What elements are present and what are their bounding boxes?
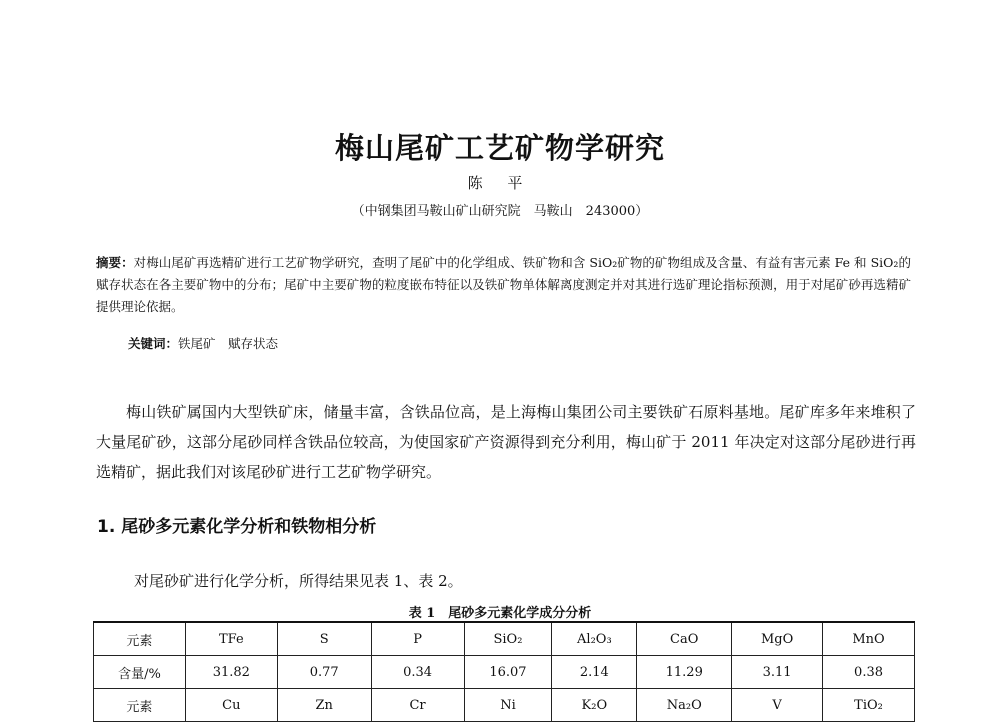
composition-table xyxy=(93,621,915,722)
abstract xyxy=(96,252,911,318)
table-cell: CaO xyxy=(637,622,732,656)
table-cell: 元素 xyxy=(94,622,186,656)
table-row xyxy=(94,656,915,689)
table-cell: 2.14 xyxy=(552,656,637,689)
table-cell: Zn xyxy=(277,689,371,722)
table-cell: K₂O xyxy=(552,689,637,722)
table-caption: 表 1 尾砂多元素化学成分分析 xyxy=(408,606,592,621)
table-cell: 31.82 xyxy=(185,656,277,689)
table-cell: Ni xyxy=(464,689,552,722)
keywords-label: 关键词： xyxy=(128,336,179,351)
table-cell: V xyxy=(732,689,823,722)
section-heading: 1. 尾砂多元素化学分析和铁物相分析 xyxy=(97,517,377,537)
table-cell: P xyxy=(371,622,464,656)
table-cell: SiO₂ xyxy=(464,622,552,656)
table-cell: MnO xyxy=(823,622,915,656)
table-cell: 3.11 xyxy=(732,656,823,689)
table-cell: Cu xyxy=(185,689,277,722)
table-cell: Cr xyxy=(371,689,464,722)
abstract-label: 摘要： xyxy=(96,255,134,270)
table-cell: S xyxy=(277,622,371,656)
table-cell: TFe xyxy=(185,622,277,656)
table-row xyxy=(94,622,915,656)
table-cell: 0.77 xyxy=(277,656,371,689)
author: 陈 平 xyxy=(467,174,533,192)
table-cell: Al₂O₃ xyxy=(552,622,637,656)
intro-paragraph: 梅山铁矿属国内大型铁矿床，储量丰富，含铁品位高，是上海梅山集团公司主要铁矿石原料基地。尾矿库多年来堆积了大量尾矿砂，这部分尾砂同样含铁品位较高，为使国家矿产资源得到充分利用，梅山矿于 2011 年决定对这部分尾砂进行再选精矿，据此我们对该尾砂矿进行工艺矿物学研究。 xyxy=(96,403,916,481)
keywords-text: 铁尾矿 赋存状态 xyxy=(178,336,279,351)
affiliation: （中钢集团马鞍山矿山研究院 马鞍山 243000） xyxy=(351,204,649,219)
table-cell: Na₂O xyxy=(637,689,732,722)
table-cell: MgO xyxy=(732,622,823,656)
table-row xyxy=(94,689,915,722)
table-cell: 0.38 xyxy=(823,656,915,689)
table-cell: TiO₂ xyxy=(823,689,915,722)
keywords xyxy=(128,334,278,352)
body-paragraph: 对尾砂矿进行化学分析，所得结果见表 1、表 2。 xyxy=(134,572,463,590)
table-cell: 0.34 xyxy=(371,656,464,689)
table-cell: 含量/% xyxy=(94,656,186,689)
abstract-text: 对梅山尾矿再选精矿进行工艺矿物学研究，查明了尾矿中的化学组成、铁矿物和含 SiO₂矿物的矿物组成及含量、有益有害元素 Fe 和 SiO₂的赋存状态在各主要矿物中的分布；尾矿中主要矿物的粒度嵌布特征以及铁矿物单体解离度测定并对其进行选矿理论指标预测，用于对尾矿砂再选精矿提供理论依据。 xyxy=(96,255,911,314)
table-cell: 16.07 xyxy=(464,656,552,689)
paper-title: 梅山尾矿工艺矿物学研究 xyxy=(334,131,665,165)
table-cell: 11.29 xyxy=(637,656,732,689)
table-cell: 元素 xyxy=(94,689,186,722)
